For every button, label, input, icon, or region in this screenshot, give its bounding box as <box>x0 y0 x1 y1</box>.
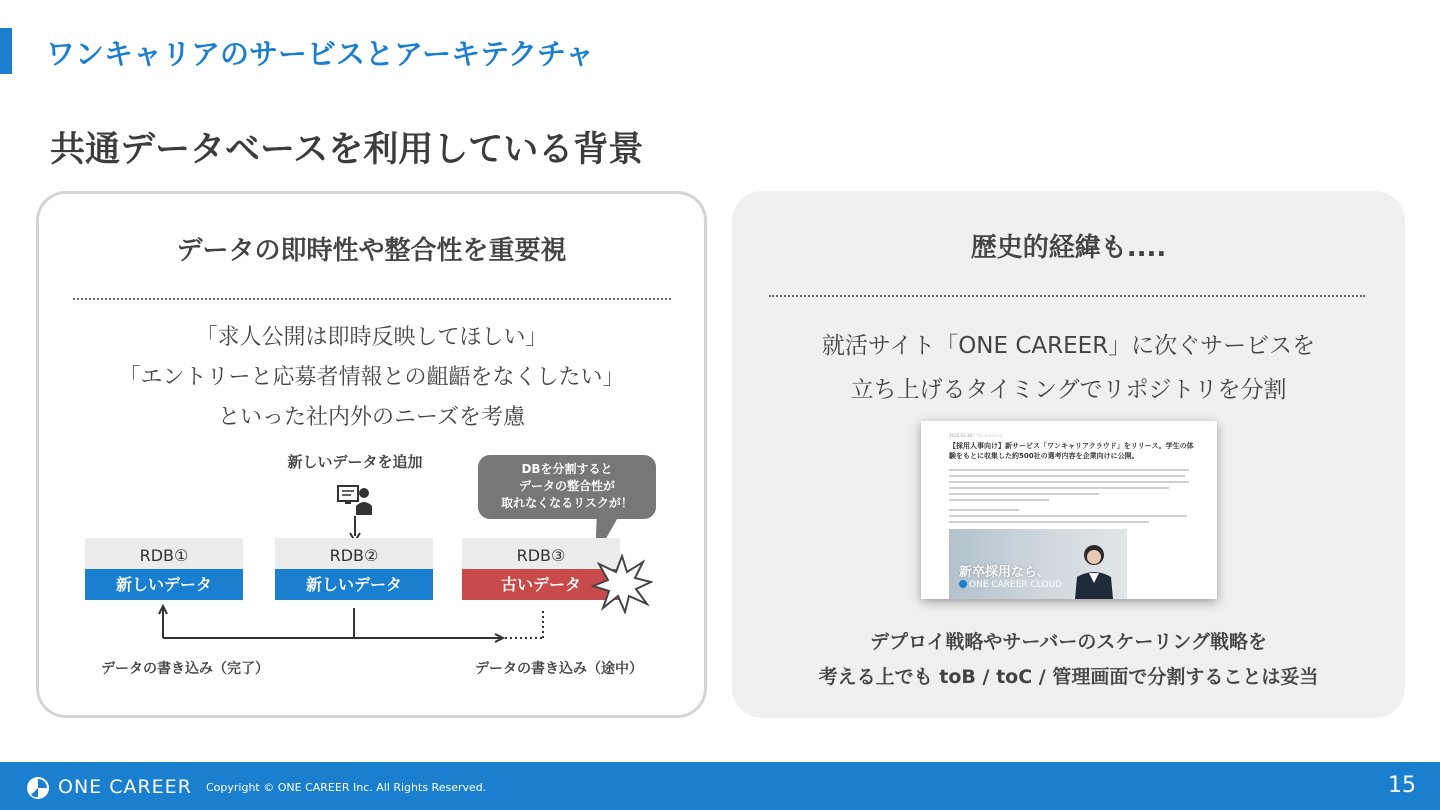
press-release-title: 【採用人事向け】新サービス「ワンキャリアクラウド」をリリース。学生の体験をもとに収集した約500社の選考内容を企業向けに公開。 <box>949 442 1194 460</box>
text-line <box>949 521 1149 523</box>
conclusion-line: デプロイ戦略やサーバーのスケーリング戦略を <box>869 631 1268 653</box>
write-complete-label: データの書き込み（完了） <box>101 661 269 677</box>
rdb-name: RDB② <box>275 538 433 569</box>
left-panel-heading: データの即時性や整合性を重要視 <box>176 236 567 266</box>
banner-brand <box>959 580 1062 590</box>
history-line: 就活サイト「ONE CAREER」に次ぐサービスを <box>821 333 1316 359</box>
banner-image <box>949 529 1127 599</box>
slide-title: ワンキャリアのサービスとアーキテクチャ <box>46 37 595 71</box>
rdb-1 <box>85 538 243 600</box>
quote-line: といった社内外のニーズを考慮 <box>218 405 525 430</box>
text-line <box>949 509 1019 511</box>
press-release-meta: 2020.03.18 / プレスリリース <box>949 433 1004 438</box>
page-number: 15 <box>1388 773 1416 798</box>
banner-text: 新卒採用なら、 <box>959 565 1051 580</box>
copyright-text: Copyright © ONE CAREER Inc. All Rights Reserved. <box>206 781 487 794</box>
rdb-data-old: 古いデータ <box>462 569 620 600</box>
bubble-line: 取れなくなるリスクが！ <box>501 496 633 510</box>
warning-burst-icon <box>591 554 653 614</box>
text-line <box>949 475 1185 477</box>
slide-subtitle: 共通データベースを利用している背景 <box>50 130 644 170</box>
rdb-data-new: 新しいデータ <box>85 569 243 600</box>
rdb-data-new: 新しいデータ <box>275 569 433 600</box>
conclusion-line: 考える上でも toB / toC / 管理画面で分割することは妥当 <box>818 666 1319 688</box>
title-accent-bar <box>0 28 12 74</box>
text-line <box>949 469 1189 471</box>
right-panel-heading: 歴史的経緯も.... <box>970 233 1167 263</box>
quote-line: 「求人公開は即時反映してほしい」 <box>195 325 548 350</box>
rdb-name: RDB① <box>85 538 243 569</box>
bubble-line: DBを分割すると <box>521 462 613 476</box>
add-data-label: 新しいデータを追加 <box>287 453 423 471</box>
right-dotted-divider <box>769 295 1365 297</box>
rdb-2 <box>275 538 433 600</box>
text-line <box>949 493 1099 495</box>
text-line <box>949 481 1189 483</box>
footer-brand: ONE CAREER <box>58 776 192 798</box>
text-line <box>949 515 1187 517</box>
left-dotted-divider <box>73 298 671 300</box>
right-panel <box>732 191 1405 718</box>
rdb-name: RDB③ <box>462 538 620 569</box>
woman-photo <box>1071 539 1117 599</box>
text-line <box>949 499 1049 501</box>
left-panel <box>36 191 707 718</box>
write-in-progress-label: データの書き込み（途中） <box>475 661 643 677</box>
one-career-logo-icon <box>26 776 50 800</box>
quote-line: 「エントリーと応募者情報との齟齬をなくしたい」 <box>118 365 625 390</box>
brand-dot-icon <box>959 580 967 588</box>
text-line <box>949 487 1169 489</box>
write-flow-arrows <box>157 604 557 650</box>
press-release-screenshot <box>921 421 1217 599</box>
banner-brand-text: ONE CAREER CLOUD <box>969 580 1063 590</box>
history-line: 立ち上げるタイミングでリポジトリを分割 <box>850 377 1287 403</box>
risk-speech-bubble <box>478 455 656 519</box>
person-at-computer-icon <box>337 484 373 516</box>
bubble-line: データの整合性が <box>518 479 615 493</box>
footer <box>0 762 1440 810</box>
